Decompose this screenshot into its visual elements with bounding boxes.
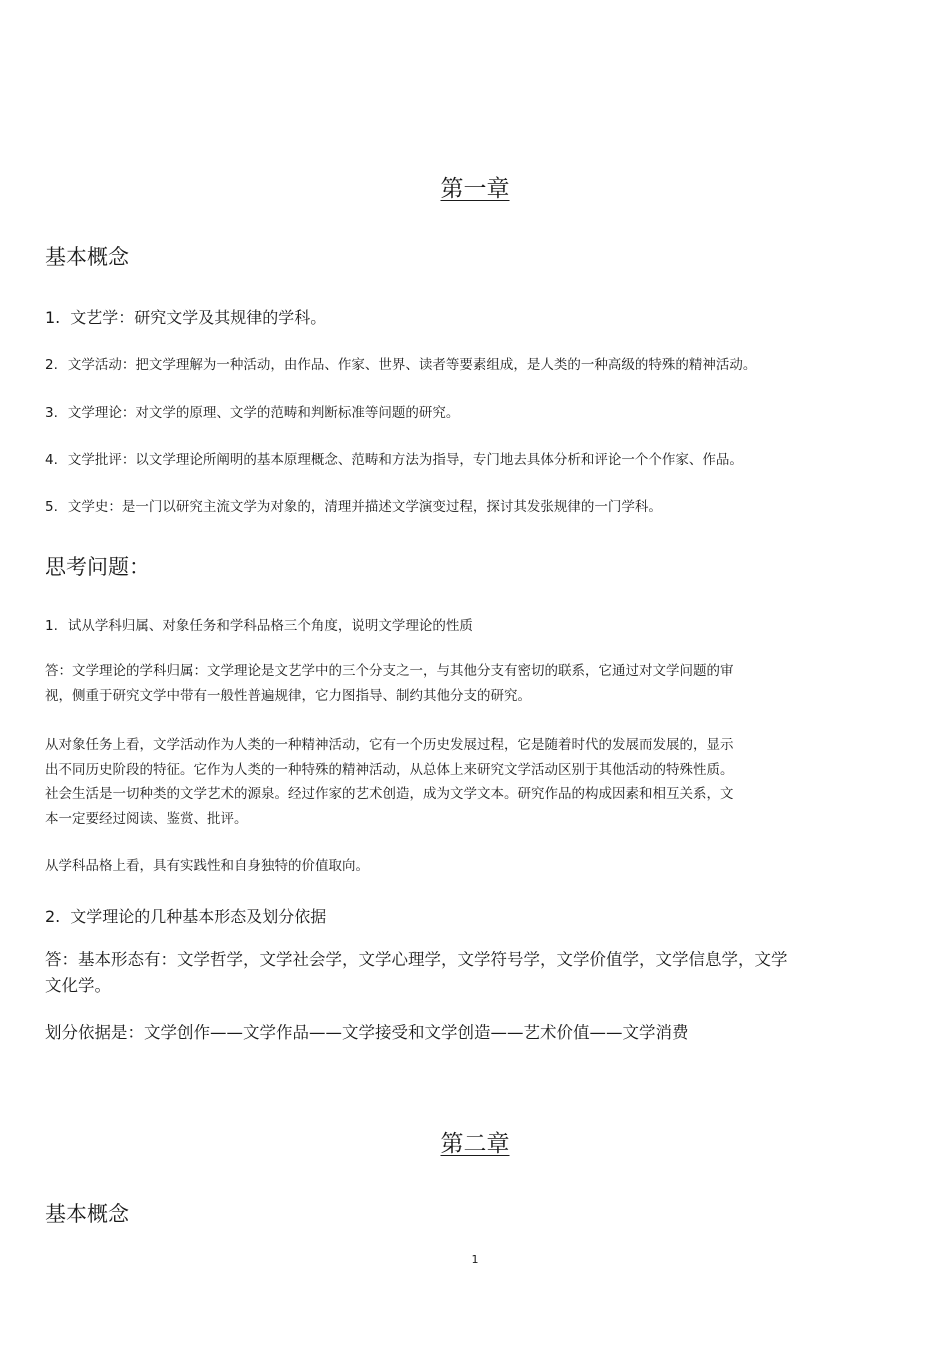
concept-number: 1.: [45, 308, 61, 327]
chapter-2-title: 第二章: [440, 1131, 510, 1157]
answer-line: 答：文学理论的学科归属：文学理论是文艺学中的三个分支之一，与其他分支有密切的联系，它通过对文学问题的审: [45, 663, 734, 679]
concept-number: 3.: [45, 405, 58, 421]
chapter-2-concepts-heading: 基本概念: [45, 1202, 129, 1226]
question-number: 1.: [45, 618, 58, 634]
answer-line: 答：基本形态有：文学哲学，文学社会学，文学心理学，文学符号学，文学价值学，文学信息学，文学: [45, 950, 788, 969]
concept-item-2: [45, 353, 756, 373]
answer-line: 从对象任务上看，文学活动作为人类的一种精神活动，它有一个历史发展过程，它是随着时代的发展而发展的，显示: [45, 737, 734, 753]
concept-item-5: [45, 495, 662, 515]
answer-line: 本一定要经过阅读、鉴赏、批评。: [45, 810, 248, 827]
concept-number: 5.: [45, 499, 58, 515]
answer-line: 视，侧重于研究文学中带有一般性普遍规律，它力图指导、制约其他分支的研究。: [45, 687, 531, 704]
question-text: 试从学科归属、对象任务和学科品格三个角度，说明文学理论的性质: [67, 618, 473, 634]
page-number: 1: [471, 1253, 479, 1266]
concept-number: 4.: [45, 452, 58, 468]
answer-line: 文化学。: [45, 976, 111, 995]
concept-item-1: [45, 305, 326, 328]
concept-number: 2.: [45, 357, 58, 373]
question-text: 文学理论的几种基本形态及划分依据: [70, 907, 327, 926]
concept-item-3: [45, 401, 459, 421]
concept-text: 文学理论：对文学的原理、文学的范畴和判断标准等问题的研究。: [67, 405, 460, 421]
questions-heading: 思考问题：: [45, 555, 150, 579]
answer-line: 出不同历史阶段的特征。它作为人类的一种特殊的精神活动，从总体上来研究文学活动区别于其他活动的特殊性质。: [45, 761, 734, 778]
concept-text: 文学批评：以文学理论所阐明的基本原理概念、范畴和方法为指导，专门地去具体分析和评论一个个作家、作品。: [67, 452, 743, 468]
concept-text: 文学活动：把文学理解为一种活动，由作品、作家、世界、读者等要素组成，是人类的一种高级的特殊的精神活动。: [67, 357, 757, 373]
answer-2-paragraph-1: [45, 947, 788, 999]
answer-1-paragraph-1: [45, 659, 734, 708]
concepts-heading: 基本概念: [45, 245, 129, 269]
answer-line: 社会生活是一切种类的文学艺术的源泉。经过作家的艺术创造，成为文学文本。研究作品的构成因素和相互关系，文: [45, 786, 734, 802]
question-1: [45, 614, 473, 634]
question-number: 2.: [45, 907, 61, 926]
answer-1-paragraph-3: 从学科品格上看，具有实践性和自身独特的价值取向。: [45, 858, 369, 874]
answer-2-paragraph-2: 划分依据是：文学创作——文学作品——文学接受和文学创造——艺术价值——文学消费: [45, 1023, 689, 1042]
answer-1-paragraph-2: [45, 733, 734, 831]
concept-text: 文艺学：研究文学及其规律的学科。: [70, 308, 327, 327]
concept-item-4: [45, 448, 743, 468]
concept-text: 文学史：是一门以研究主流文学为对象的，清理并描述文学演变过程，探讨其发张规律的一门学科。: [67, 499, 662, 515]
chapter-1-title: 第一章: [440, 176, 510, 202]
question-2: [45, 904, 326, 927]
